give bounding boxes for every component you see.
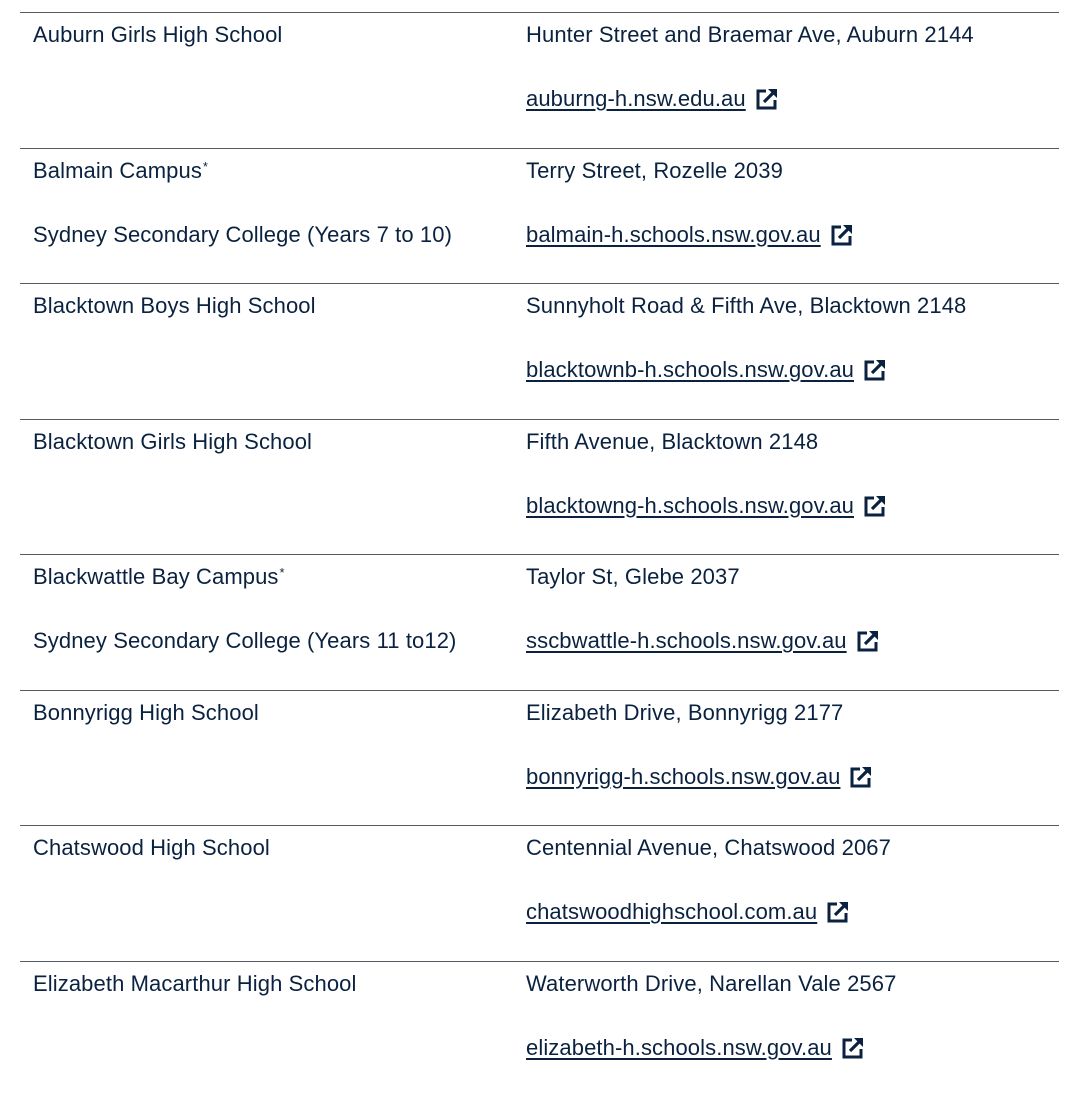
table-row <box>20 420 1059 556</box>
school-website-text[interactable]: balmain-h.schools.nsw.gov.au <box>526 222 821 248</box>
external-link-icon[interactable] <box>863 494 887 518</box>
table-row <box>20 149 1059 285</box>
school-name: Blacktown Boys High School <box>33 293 316 318</box>
school-website-text[interactable]: chatswoodhighschool.com.au <box>526 899 817 925</box>
school-website-link[interactable] <box>526 86 779 112</box>
school-website-text[interactable]: blacktowng-h.schools.nsw.gov.au <box>526 493 854 519</box>
school-subtitle: Sydney Secondary College (Years 11 to12) <box>33 628 456 654</box>
table-row <box>20 826 1059 962</box>
school-address: Waterworth Drive, Narellan Vale 2567 <box>526 971 896 997</box>
external-link-icon[interactable] <box>841 1036 865 1060</box>
external-link-icon[interactable] <box>826 900 850 924</box>
school-name: Blacktown Girls High School <box>33 429 312 454</box>
school-name: Auburn Girls High School <box>33 22 282 47</box>
school-name: Blackwattle Bay Campus <box>33 564 279 589</box>
school-address: Centennial Avenue, Chatswood 2067 <box>526 835 891 861</box>
table-row <box>20 555 1059 691</box>
footnote-asterisk: * <box>280 565 285 580</box>
footnote-asterisk: * <box>203 159 208 174</box>
school-name: Balmain Campus <box>33 158 202 183</box>
school-subtitle: Sydney Secondary College (Years 7 to 10) <box>33 222 452 248</box>
external-link-icon[interactable] <box>863 358 887 382</box>
school-name: Bonnyrigg High School <box>33 700 259 725</box>
school-name: Chatswood High School <box>33 835 270 860</box>
school-website-text[interactable]: elizabeth-h.schools.nsw.gov.au <box>526 1035 832 1061</box>
school-website-text[interactable]: auburng-h.nsw.edu.au <box>526 86 746 112</box>
table-row <box>20 962 1059 1097</box>
school-address: Fifth Avenue, Blacktown 2148 <box>526 429 818 455</box>
school-address: Sunnyholt Road & Fifth Ave, Blacktown 2148 <box>526 293 966 319</box>
school-website-link[interactable] <box>526 899 850 925</box>
table-row <box>20 284 1059 420</box>
external-link-icon[interactable] <box>755 87 779 111</box>
school-address: Terry Street, Rozelle 2039 <box>526 158 783 184</box>
school-website-text[interactable]: sscbwattle-h.schools.nsw.gov.au <box>526 628 847 654</box>
schools-table <box>20 12 1059 1097</box>
school-website-text[interactable]: bonnyrigg-h.schools.nsw.gov.au <box>526 764 840 790</box>
school-website-link[interactable] <box>526 764 873 790</box>
school-website-link[interactable] <box>526 628 880 654</box>
school-website-text[interactable]: blacktownb-h.schools.nsw.gov.au <box>526 357 854 383</box>
table-row <box>20 13 1059 149</box>
external-link-icon[interactable] <box>856 629 880 653</box>
school-name: Elizabeth Macarthur High School <box>33 971 357 996</box>
school-website-link[interactable] <box>526 222 854 248</box>
school-website-link[interactable] <box>526 493 887 519</box>
external-link-icon[interactable] <box>830 223 854 247</box>
school-website-link[interactable] <box>526 357 887 383</box>
table-row <box>20 691 1059 827</box>
school-address: Elizabeth Drive, Bonnyrigg 2177 <box>526 700 843 726</box>
external-link-icon[interactable] <box>849 765 873 789</box>
school-address: Taylor St, Glebe 2037 <box>526 564 740 590</box>
school-website-link[interactable] <box>526 1035 865 1061</box>
school-address: Hunter Street and Braemar Ave, Auburn 2144 <box>526 22 974 48</box>
